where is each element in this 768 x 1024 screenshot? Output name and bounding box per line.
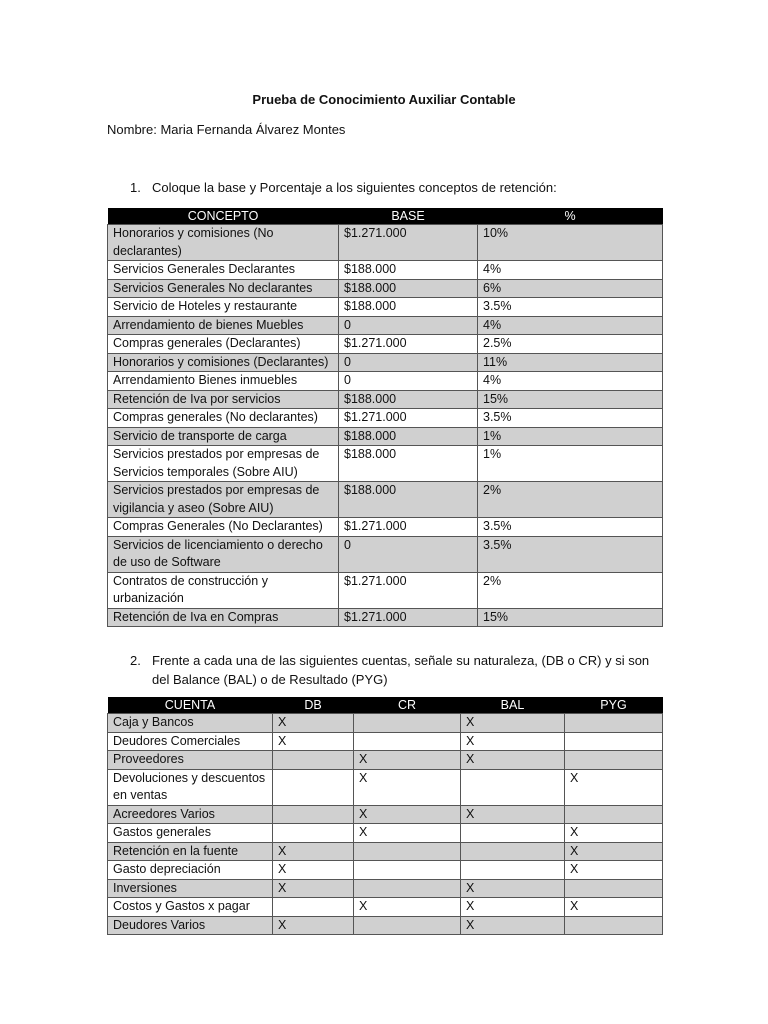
cell-cr: X xyxy=(354,824,461,843)
cell-bal: X xyxy=(461,916,565,935)
cell-cr xyxy=(354,916,461,935)
cell-concepto: Contratos de construcción y urbanización xyxy=(108,572,339,608)
retention-table-header xyxy=(108,208,663,225)
cell-db: X xyxy=(273,879,354,898)
retention-row xyxy=(108,518,663,537)
question-1-number: 1. xyxy=(130,180,141,195)
retention-row xyxy=(108,572,663,608)
question-2-text: Frente a cada una de las siguientes cuentas, señale su naturaleza, (DB o CR) y si son del Balance (BAL) o de Resultado (PYG) xyxy=(152,653,650,687)
cell-bal: X xyxy=(461,898,565,917)
cell-pyg xyxy=(565,732,663,751)
cell-cuenta: Retención en la fuente xyxy=(108,842,273,861)
cell-cuenta: Deudores Comerciales xyxy=(108,732,273,751)
header-concepto: CONCEPTO xyxy=(108,208,339,225)
account-row xyxy=(108,751,663,770)
question-1 xyxy=(130,180,557,195)
cell-pyg xyxy=(565,916,663,935)
cell-base: 0 xyxy=(339,536,478,572)
header-base: BASE xyxy=(339,208,478,225)
cell-db xyxy=(273,898,354,917)
cell-cr: X xyxy=(354,751,461,770)
cell-pct: 15% xyxy=(478,390,663,409)
cell-concepto: Arrendamiento de bienes Muebles xyxy=(108,316,339,335)
cell-bal xyxy=(461,824,565,843)
cell-bal xyxy=(461,842,565,861)
cell-cr xyxy=(354,714,461,733)
retention-row xyxy=(108,482,663,518)
cell-cr xyxy=(354,732,461,751)
cell-bal: X xyxy=(461,751,565,770)
cell-base: 0 xyxy=(339,316,478,335)
account-row xyxy=(108,916,663,935)
retention-row xyxy=(108,353,663,372)
question-1-text: Coloque la base y Porcentaje a los siguientes conceptos de retención: xyxy=(152,180,557,195)
cell-pyg xyxy=(565,805,663,824)
cell-cuenta: Proveedores xyxy=(108,751,273,770)
cell-db xyxy=(273,805,354,824)
account-row xyxy=(108,861,663,880)
cell-pct: 1% xyxy=(478,427,663,446)
cell-base: $188.000 xyxy=(339,482,478,518)
cell-base: $188.000 xyxy=(339,261,478,280)
retention-row xyxy=(108,608,663,627)
cell-pct: 4% xyxy=(478,372,663,391)
cell-pct: 2% xyxy=(478,572,663,608)
cell-bal xyxy=(461,769,565,805)
cell-base: $188.000 xyxy=(339,390,478,409)
cell-pct: 11% xyxy=(478,353,663,372)
retention-row xyxy=(108,536,663,572)
accounts-table-header xyxy=(108,697,663,714)
cell-bal: X xyxy=(461,805,565,824)
cell-pct: 3.5% xyxy=(478,518,663,537)
cell-pyg: X xyxy=(565,769,663,805)
cell-concepto: Retención de Iva en Compras xyxy=(108,608,339,627)
cell-concepto: Arrendamiento Bienes inmuebles xyxy=(108,372,339,391)
cell-concepto: Honorarios y comisiones (Declarantes) xyxy=(108,353,339,372)
header-pyg: PYG xyxy=(565,697,663,714)
cell-base: $1.271.000 xyxy=(339,608,478,627)
cell-cuenta: Acreedores Varios xyxy=(108,805,273,824)
cell-pyg xyxy=(565,879,663,898)
cell-db: X xyxy=(273,916,354,935)
cell-pct: 4% xyxy=(478,316,663,335)
cell-cuenta: Inversiones xyxy=(108,879,273,898)
cell-db xyxy=(273,751,354,770)
cell-db xyxy=(273,769,354,805)
cell-concepto: Servicios de licenciamiento o derecho de uso de Software xyxy=(108,536,339,572)
cell-base: $188.000 xyxy=(339,446,478,482)
cell-cr: X xyxy=(354,769,461,805)
cell-concepto: Retención de Iva por servicios xyxy=(108,390,339,409)
header-bal: BAL xyxy=(461,697,565,714)
cell-concepto: Honorarios y comisiones (No declarantes) xyxy=(108,225,339,261)
cell-pyg: X xyxy=(565,898,663,917)
header-cuenta: CUENTA xyxy=(108,697,273,714)
cell-base: 0 xyxy=(339,372,478,391)
cell-concepto: Compras Generales (No Declarantes) xyxy=(108,518,339,537)
cell-pct: 3.5% xyxy=(478,298,663,317)
cell-base: $188.000 xyxy=(339,298,478,317)
cell-cr: X xyxy=(354,805,461,824)
cell-base: 0 xyxy=(339,353,478,372)
cell-base: $1.271.000 xyxy=(339,572,478,608)
retention-row xyxy=(108,279,663,298)
account-row xyxy=(108,842,663,861)
cell-cuenta: Caja y Bancos xyxy=(108,714,273,733)
retention-row xyxy=(108,446,663,482)
account-row xyxy=(108,732,663,751)
cell-cr xyxy=(354,861,461,880)
cell-pyg: X xyxy=(565,861,663,880)
cell-concepto: Servicios Generales No declarantes xyxy=(108,279,339,298)
cell-pyg: X xyxy=(565,824,663,843)
cell-base: $1.271.000 xyxy=(339,518,478,537)
cell-db: X xyxy=(273,861,354,880)
retention-row xyxy=(108,335,663,354)
retention-row xyxy=(108,261,663,280)
cell-pct: 6% xyxy=(478,279,663,298)
account-row xyxy=(108,769,663,805)
question-2-number: 2. xyxy=(130,653,141,668)
cell-concepto: Servicio de transporte de carga xyxy=(108,427,339,446)
accounts-table xyxy=(107,697,663,935)
cell-base: $188.000 xyxy=(339,279,478,298)
header-pct: % xyxy=(478,208,663,225)
cell-pyg xyxy=(565,714,663,733)
account-row xyxy=(108,714,663,733)
cell-pyg xyxy=(565,751,663,770)
cell-cr xyxy=(354,842,461,861)
cell-pct: 2% xyxy=(478,482,663,518)
retention-row xyxy=(108,372,663,391)
cell-concepto: Servicios prestados por empresas de vigilancia y aseo (Sobre AIU) xyxy=(108,482,339,518)
retention-row xyxy=(108,298,663,317)
cell-bal: X xyxy=(461,879,565,898)
cell-db: X xyxy=(273,842,354,861)
account-row xyxy=(108,805,663,824)
cell-cuenta: Deudores Varios xyxy=(108,916,273,935)
cell-concepto: Servicios Generales Declarantes xyxy=(108,261,339,280)
cell-concepto: Servicios prestados por empresas de Servicios temporales (Sobre AIU) xyxy=(108,446,339,482)
document-title: Prueba de Conocimiento Auxiliar Contable xyxy=(252,92,516,107)
question-2 xyxy=(130,651,650,689)
cell-pct: 15% xyxy=(478,608,663,627)
cell-concepto: Compras generales (No declarantes) xyxy=(108,409,339,428)
cell-pct: 3.5% xyxy=(478,409,663,428)
cell-base: $188.000 xyxy=(339,427,478,446)
header-cr: CR xyxy=(354,697,461,714)
retention-row xyxy=(108,390,663,409)
account-row xyxy=(108,898,663,917)
cell-concepto: Compras generales (Declarantes) xyxy=(108,335,339,354)
cell-base: $1.271.000 xyxy=(339,335,478,354)
cell-pyg: X xyxy=(565,842,663,861)
retention-row xyxy=(108,316,663,335)
cell-db: X xyxy=(273,714,354,733)
cell-pct: 4% xyxy=(478,261,663,280)
cell-base: $1.271.000 xyxy=(339,225,478,261)
cell-pct: 1% xyxy=(478,446,663,482)
account-row xyxy=(108,879,663,898)
account-row xyxy=(108,824,663,843)
student-name: Nombre: Maria Fernanda Álvarez Montes xyxy=(107,122,346,137)
cell-base: $1.271.000 xyxy=(339,409,478,428)
cell-pct: 3.5% xyxy=(478,536,663,572)
header-db: DB xyxy=(273,697,354,714)
cell-pct: 10% xyxy=(478,225,663,261)
retention-row xyxy=(108,409,663,428)
retention-row xyxy=(108,427,663,446)
cell-cr: X xyxy=(354,898,461,917)
cell-pct: 2.5% xyxy=(478,335,663,354)
retention-row xyxy=(108,225,663,261)
cell-cuenta: Gastos generales xyxy=(108,824,273,843)
cell-db: X xyxy=(273,732,354,751)
cell-cuenta: Devoluciones y descuentos en ventas xyxy=(108,769,273,805)
cell-cuenta: Costos y Gastos x pagar xyxy=(108,898,273,917)
cell-cr xyxy=(354,879,461,898)
cell-bal: X xyxy=(461,732,565,751)
cell-db xyxy=(273,824,354,843)
cell-bal: X xyxy=(461,714,565,733)
cell-bal xyxy=(461,861,565,880)
cell-concepto: Servicio de Hoteles y restaurante xyxy=(108,298,339,317)
cell-cuenta: Gasto depreciación xyxy=(108,861,273,880)
retention-table xyxy=(107,208,663,627)
